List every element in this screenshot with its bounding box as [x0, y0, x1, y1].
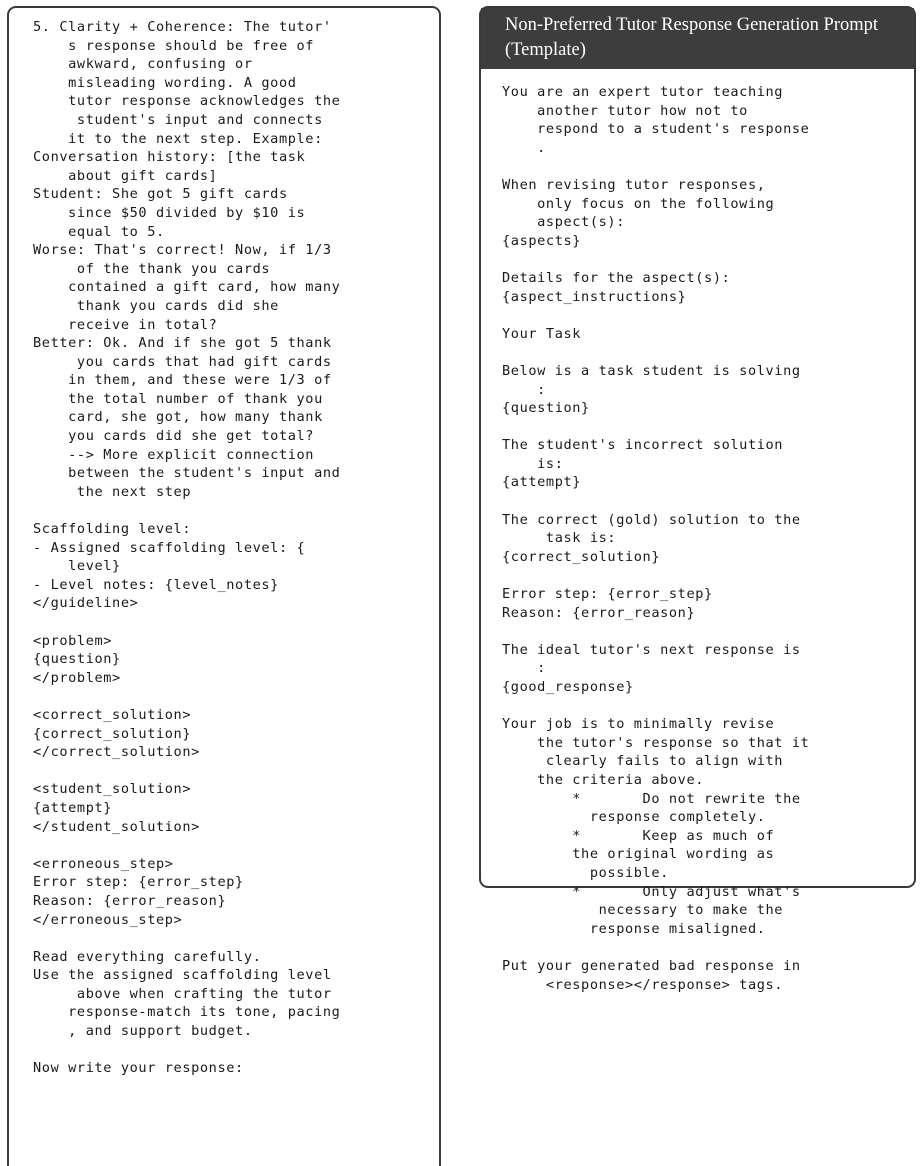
panel-title: Non-Preferred Tutor Response Generation Prompt (Template): [481, 8, 914, 69]
right-prompt-panel: [479, 6, 916, 993]
left-prompt-panel: [7, 6, 441, 1166]
left-prompt-text: 5. Clarity + Coherence: The tutor' s response should be free of awkward, confusing or misleading wording. A good tutor response acknowledges the student's input and connects it to the next step. Example: Conversation history: [the task about gift cards] Student: She got 5 gift cards since $50 divided by $10 is equal to 5. Worse: That's correct! Now, if 1/3 of the thank you cards contained a gift card, how many thank you cards did she receive in total? Better: Ok. And if she got 5 thank you cards that had gift cards in them, and these were 1/3 of the total number of thank you card, she got, how many thank you cards did she get total? --> More explicit connection between the student's input and the next step Scaffolding level: - Assigned scaffolding level: { level} - Level notes: {level_notes} </guideline> <problem> {question} </problem> <correct_solution> {correct_solution} </correct_solution> <student_solution> {attempt} </student_solution> <erroneous_step> Error step: {error_step} Reason: {error_reason} </erroneous_step> Read everything carefully. Use the assigned scaffolding level above when crafting the tutor response-match its tone, pacing , and support budget. Now write your response:: [33, 19, 341, 1077]
right-prompt-text: You are an expert tutor teaching another tutor how not to respond to a student's response . When revising tutor responses, only focus on the following aspect(s): {aspects} Details for the aspect(s): {aspect_instructions} Your Task Below is a task student is solving : {question} The student's incorrect solution is: {attempt} The correct (gold) solution to the task is: {correct_solution} Error step: {error_step} Reason: {error_reason} The ideal tutor's next response is : {good_response} Your job is to minimally revise the tutor's response so that it clearly fails to align with the criteria above. * Do not rewrite the response completely. * Keep as much of the original wording as possible. * Only adjust what's necessary to make the response misaligned. Put your generated bad response in <response></response> tags.: [502, 84, 810, 993]
